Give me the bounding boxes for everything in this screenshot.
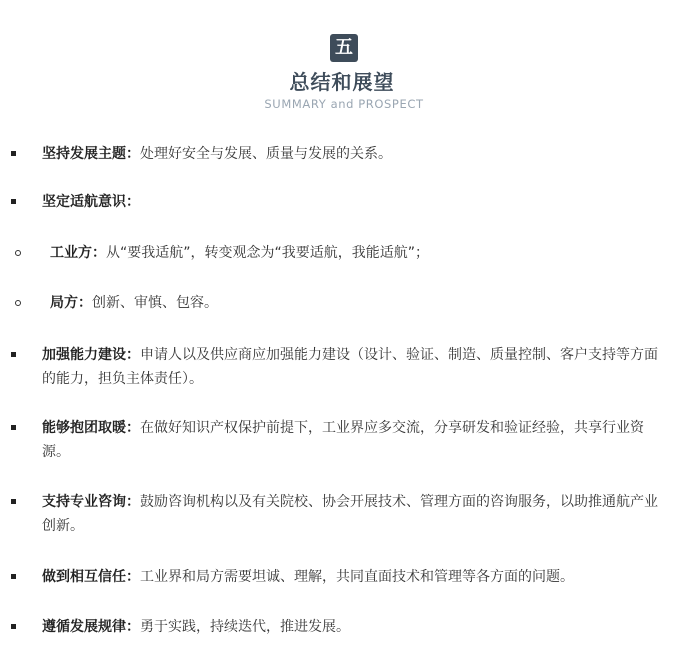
list-item-label: 工业方：: [50, 245, 106, 261]
list-item-body: 在做好知识产权保护前提下，工业界应多交流，分享研发和验证经验，共享行业资源。: [42, 420, 644, 460]
list-item-label: 坚定适航意识：: [42, 194, 140, 210]
list-item-text: [50, 291, 664, 315]
list-item-label: 坚持发展主题：: [42, 146, 140, 162]
square-bullet-icon: [11, 199, 16, 204]
list-item-body: 创新、审慎、包容。: [92, 295, 218, 311]
list-item-text: [42, 190, 664, 214]
list-item-text: [42, 615, 664, 639]
square-bullet-icon: [11, 425, 16, 430]
list-item-body: 鼓励咨询机构以及有关院校、协会开展技术、管理方面的咨询服务，以助推通航产业创新。: [42, 494, 658, 534]
list-item-body: 申请人以及供应商应加强能力建设（设计、验证、制造、质量控制、客户支持等方面的能力，担负主体责任）。: [42, 347, 658, 387]
list-item-text: [42, 565, 664, 589]
section-number-badge: 五: [330, 34, 358, 62]
list-item-body: 从“要我适航”，转变观念为“我要适航，我能适航”；: [106, 245, 430, 261]
list-item-label: 做到相互信任：: [42, 569, 140, 585]
list-item-text: [50, 241, 664, 265]
list-item-label: 加强能力建设：: [42, 347, 140, 363]
square-bullet-icon: [11, 151, 16, 156]
square-bullet-icon: [11, 624, 16, 629]
square-bullet-icon: [11, 574, 16, 579]
section-title: 总结和展望: [289, 70, 395, 94]
list-item-label: 遵循发展规律：: [42, 619, 140, 635]
list-item-label: 支持专业咨询：: [42, 494, 140, 510]
list-item-body: 勇于实践，持续迭代，推进发展。: [140, 619, 350, 635]
circle-bullet-icon: [15, 250, 21, 256]
list-item-text: [42, 490, 664, 538]
list-item-label: 局方：: [50, 295, 92, 311]
circle-bullet-icon: [15, 300, 21, 306]
list-item-label: 能够抱团取暖：: [42, 420, 140, 436]
square-bullet-icon: [11, 352, 16, 357]
list-item-text: [42, 142, 664, 166]
list-item-text: [42, 416, 664, 464]
list-item-body: 工业界和局方需要坦诚、理解，共同直面技术和管理等各方面的问题。: [140, 569, 574, 585]
square-bullet-icon: [11, 499, 16, 504]
section-subtitle: SUMMARY and PROSPECT: [264, 97, 424, 111]
list-item-text: [42, 343, 664, 391]
list-item-body: 处理好安全与发展、质量与发展的关系。: [140, 146, 392, 162]
